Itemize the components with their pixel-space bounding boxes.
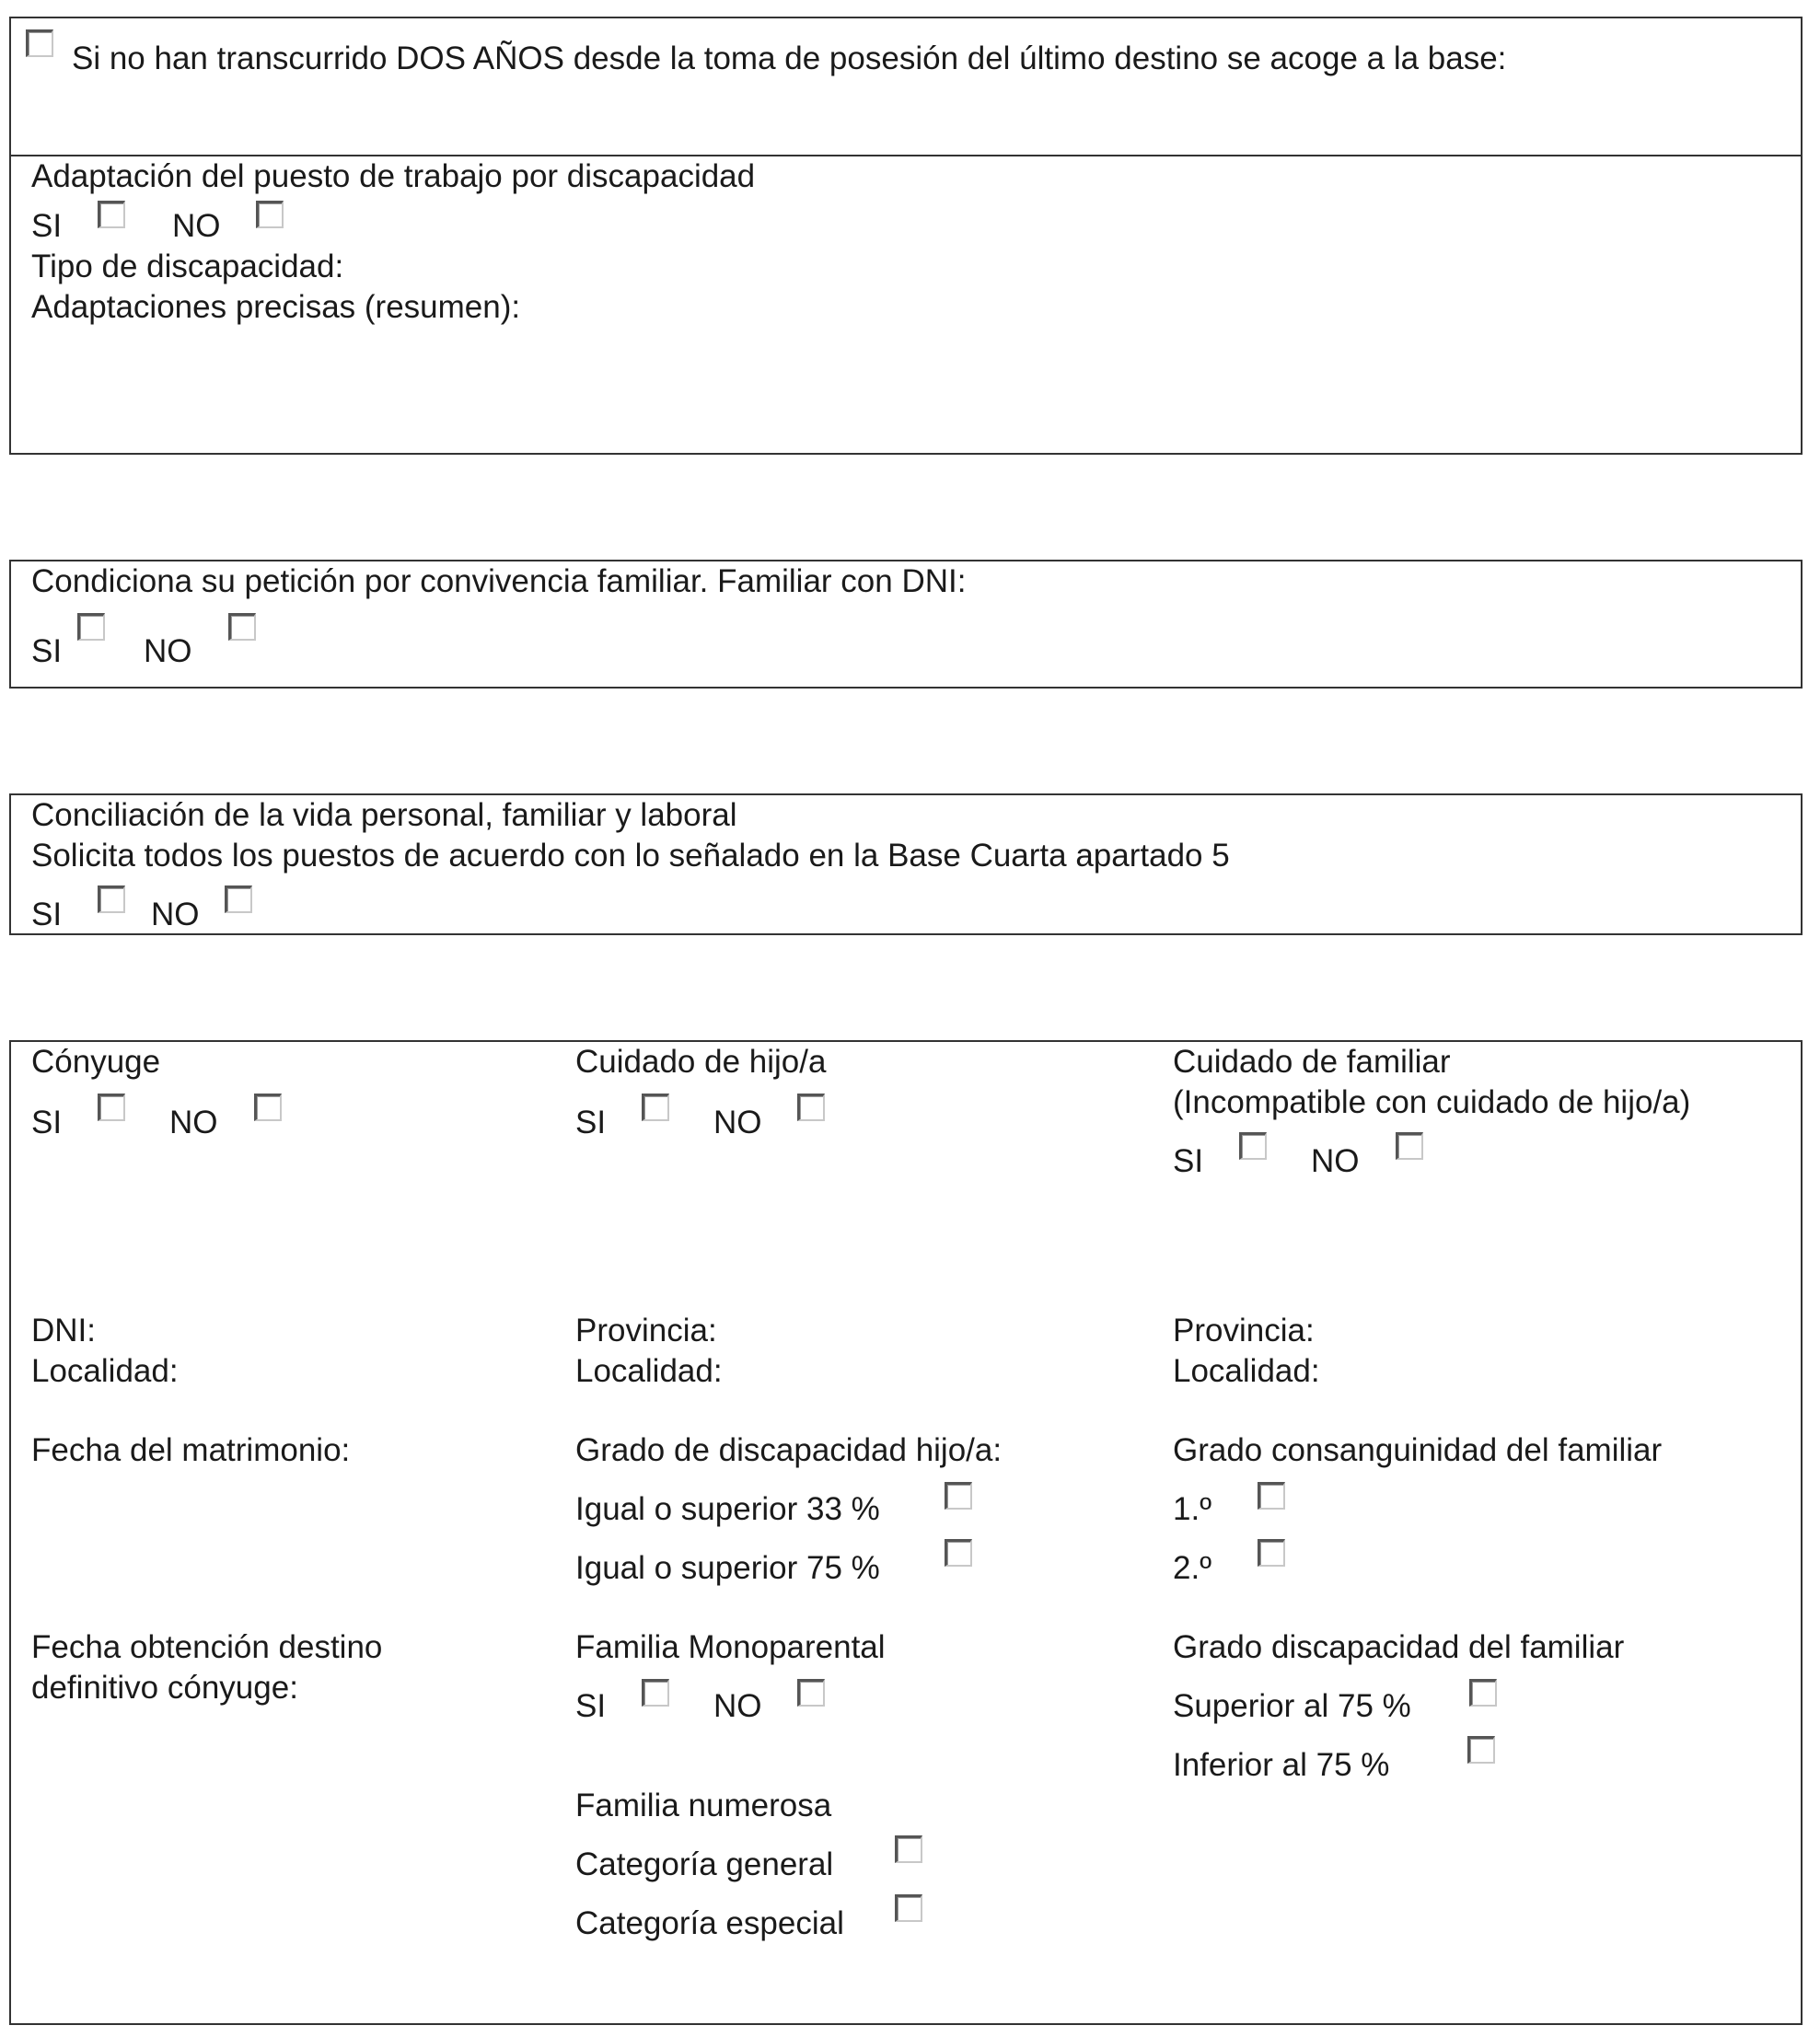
dos-anos-checkbox[interactable] [26,29,53,57]
conciliacion-no-checkbox[interactable] [225,885,252,913]
grado-75-label: Igual o superior 75 % [575,1550,880,1586]
hijo-si-label: SI [575,1105,607,1140]
convivencia-no-label: NO [144,633,192,669]
familiar-si-checkbox[interactable] [1239,1132,1267,1160]
monoparental-si-checkbox[interactable] [642,1679,669,1707]
cat-general-checkbox[interactable] [895,1835,922,1863]
grado2-label: 2.º [1173,1550,1211,1586]
section-dos-anos [9,17,1803,156]
monoparental-no-label: NO [713,1688,762,1724]
familiar-si-label: SI [1173,1143,1204,1179]
grado1-checkbox[interactable] [1258,1482,1285,1510]
hijo-grado-title: Grado de discapacidad hijo/a: [575,1432,1003,1468]
conciliacion-no-label: NO [151,897,200,932]
tipo-discapacidad-label: Tipo de discapacidad: [31,249,344,284]
convivencia-si-label: SI [31,633,63,669]
conciliacion-si-checkbox[interactable] [98,885,125,913]
familiar-provincia-label: Provincia: [1173,1313,1315,1348]
discapacidad-title: Adaptación del puesto de trabajo por discapacidad [31,158,756,194]
superior-75-label: Superior al 75 % [1173,1688,1411,1724]
hijo-localidad-label: Localidad: [575,1353,723,1389]
monoparental-title: Familia Monoparental [575,1629,886,1665]
conyuge-no-checkbox[interactable] [254,1094,282,1121]
conyuge-title: Cónyuge [31,1044,161,1080]
conyuge-si-checkbox[interactable] [98,1094,125,1121]
hijo-no-checkbox[interactable] [797,1094,825,1121]
familiar-title: Cuidado de familiar [1173,1044,1451,1080]
conyuge-si-label: SI [31,1105,63,1140]
monoparental-si-label: SI [575,1688,607,1724]
conciliacion-line2: Solicita todos los puestos de acuerdo con lo señalado en la Base Cuarta apartado 5 [31,838,1230,874]
hijo-no-label: NO [713,1105,762,1140]
discapacidad-no-checkbox[interactable] [256,201,284,228]
familiar-no-label: NO [1311,1143,1360,1179]
convivencia-si-checkbox[interactable] [77,613,105,641]
inferior-75-label: Inferior al 75 % [1173,1747,1390,1783]
dos-anos-text: Si no han transcurrido DOS AÑOS desde la toma de posesión del último destino se acoge a la base: [72,41,1507,76]
convivencia-title: Condiciona su petición por convivencia familiar. Familiar con DNI: [31,563,967,599]
familiar-no-checkbox[interactable] [1396,1132,1423,1160]
grado-75-checkbox[interactable] [945,1539,972,1567]
familiar-localidad-label: Localidad: [1173,1353,1320,1389]
conyuge-no-label: NO [169,1105,218,1140]
section-familia [9,1040,1803,2025]
monoparental-no-checkbox[interactable] [797,1679,825,1707]
grado2-checkbox[interactable] [1258,1539,1285,1567]
hijo-provincia-label: Provincia: [575,1313,717,1348]
conyuge-dni-label: DNI: [31,1313,96,1348]
fecha-destino-label-1: Fecha obtención destino [31,1629,383,1665]
convivencia-no-checkbox[interactable] [228,613,256,641]
discapacidad-si-label: SI [31,208,63,244]
cat-general-label: Categoría general [575,1846,834,1882]
discapacidad-si-checkbox[interactable] [98,201,125,228]
grado1-label: 1.º [1173,1491,1211,1527]
consanguinidad-title: Grado consanguinidad del familiar [1173,1432,1663,1468]
conciliacion-si-label: SI [31,897,63,932]
adaptaciones-label: Adaptaciones precisas (resumen): [31,289,521,325]
superior-75-checkbox[interactable] [1469,1679,1497,1707]
numerosa-title: Familia numerosa [575,1788,832,1823]
fecha-matrimonio-label: Fecha del matrimonio: [31,1432,351,1468]
conciliacion-title: Conciliación de la vida personal, familiar y laboral [31,797,737,833]
fecha-destino-label-2: definitivo cónyuge: [31,1670,298,1706]
grado-33-label: Igual o superior 33 % [575,1491,880,1527]
conyuge-localidad-label: Localidad: [31,1353,179,1389]
hijo-title: Cuidado de hijo/a [575,1044,827,1080]
discapacidad-no-label: NO [172,208,221,244]
cat-especial-label: Categoría especial [575,1905,844,1941]
inferior-75-checkbox[interactable] [1467,1736,1495,1764]
familiar-subtitle: (Incompatible con cuidado de hijo/a) [1173,1084,1691,1120]
cat-especial-checkbox[interactable] [895,1894,922,1922]
hijo-si-checkbox[interactable] [642,1094,669,1121]
familiar-discapacidad-title: Grado discapacidad del familiar [1173,1629,1625,1665]
grado-33-checkbox[interactable] [945,1482,972,1510]
